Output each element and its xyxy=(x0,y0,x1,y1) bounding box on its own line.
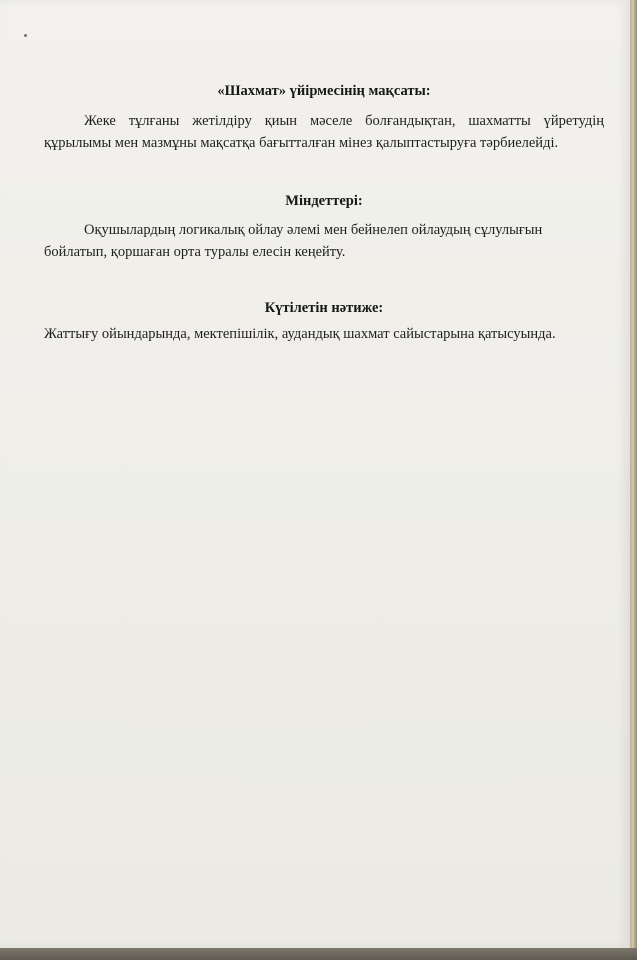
goal-paragraph xyxy=(44,110,604,154)
right-background-edge xyxy=(630,0,637,960)
goal-paragraph-line-2: құрылымы мен мазмұны мақсатқа бағытталған мінез қалыптастыруға тәрбиелейді. xyxy=(44,135,559,151)
result-heading: Күтілетін нәтиже: xyxy=(264,300,384,316)
bottom-background-edge xyxy=(0,948,637,960)
goal-paragraph-line-1: Жеке тұлғаны жетілдіру қиын мәселе болғандықтан, шахматты үйретудің xyxy=(84,113,604,129)
goal-heading: «Шахмат» үйірмесінің мақсаты: xyxy=(217,83,431,99)
result-paragraph xyxy=(44,323,604,345)
tasks-heading: Міндеттері: xyxy=(285,193,363,209)
tasks-paragraph-line-2: бойлатып, қоршаған орта туралы елесін кеңейту. xyxy=(44,244,346,260)
tasks-paragraph-line-1: Оқушылардың логикалық ойлау әлемі мен бейнелеп ойлаудың сұлулығын xyxy=(84,222,543,238)
result-paragraph-line: Жаттығу ойындарында, мектепішілік, аудандық шахмат сайыстарына қатысуында. xyxy=(44,326,556,342)
tasks-paragraph xyxy=(44,219,604,263)
paper-speck xyxy=(24,34,27,37)
